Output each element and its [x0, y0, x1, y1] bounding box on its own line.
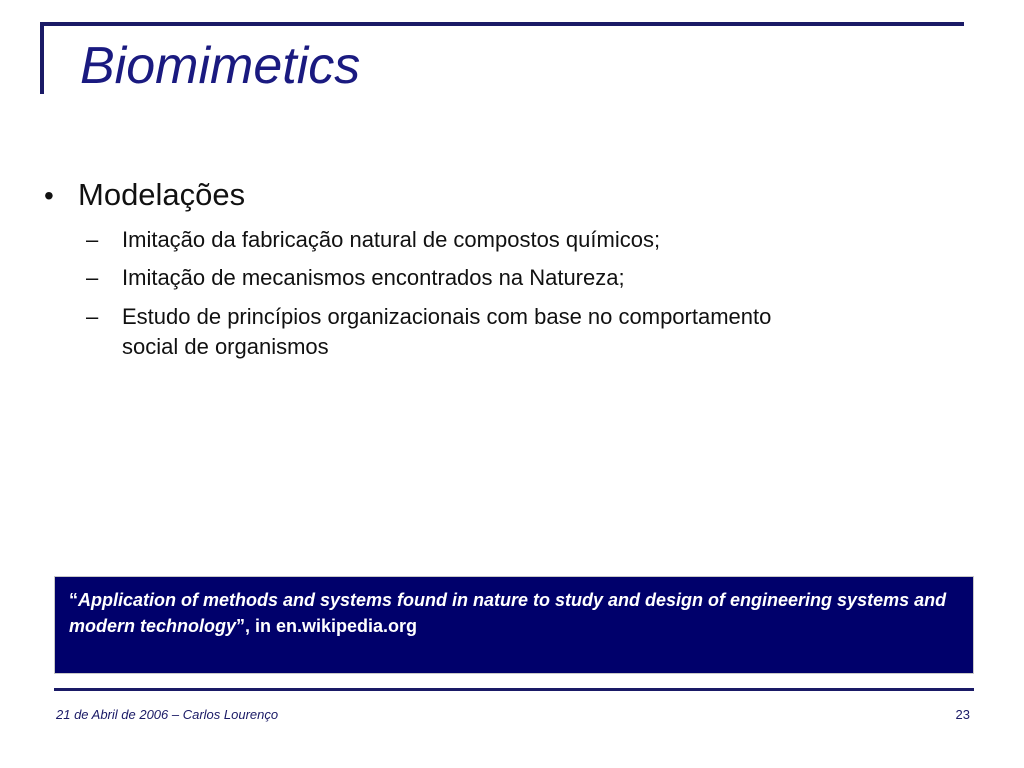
bullet-marker: •: [44, 180, 54, 211]
footer-date-author: 21 de Abril de 2006 – Carlos Lourenço: [56, 707, 279, 722]
slide-content: [44, 176, 944, 371]
title-left-bracket: [40, 22, 44, 94]
sub-bullet-text: Imitação da fabricação natural de compostos químicos;: [122, 226, 661, 252]
slide-title: Biomimetics: [80, 37, 361, 95]
title-top-rule: [44, 22, 964, 26]
sub-bullet-text: Imitação de mecanismos encontrados na Natureza;: [122, 265, 625, 291]
slide-number: 23: [955, 707, 970, 722]
quote-close-mark: ”: [236, 616, 246, 637]
sub-bullet-marker: –: [86, 265, 99, 291]
sub-bullet-marker: –: [86, 226, 99, 252]
sub-bullet-item: [44, 302, 944, 361]
bullet-text: Modelações: [78, 177, 246, 212]
sub-bullet-item: [44, 225, 944, 255]
sub-bullet-text: Estudo de princípios organizacionais com base no comportamento social de organismos: [122, 304, 772, 359]
definition-quote-box: [54, 576, 974, 674]
quote-text: Application of methods and systems found in nature to study and design of engineering systems and modern technology: [69, 590, 947, 637]
sub-bullet-marker: –: [86, 304, 99, 330]
bullet-item: [44, 176, 944, 215]
quote-open-mark: “: [69, 590, 78, 610]
quote-source: , in en.wikipedia.org: [245, 616, 418, 637]
sub-bullet-list: [44, 225, 944, 362]
footer-rule: [54, 688, 974, 691]
sub-bullet-item: [44, 263, 944, 293]
